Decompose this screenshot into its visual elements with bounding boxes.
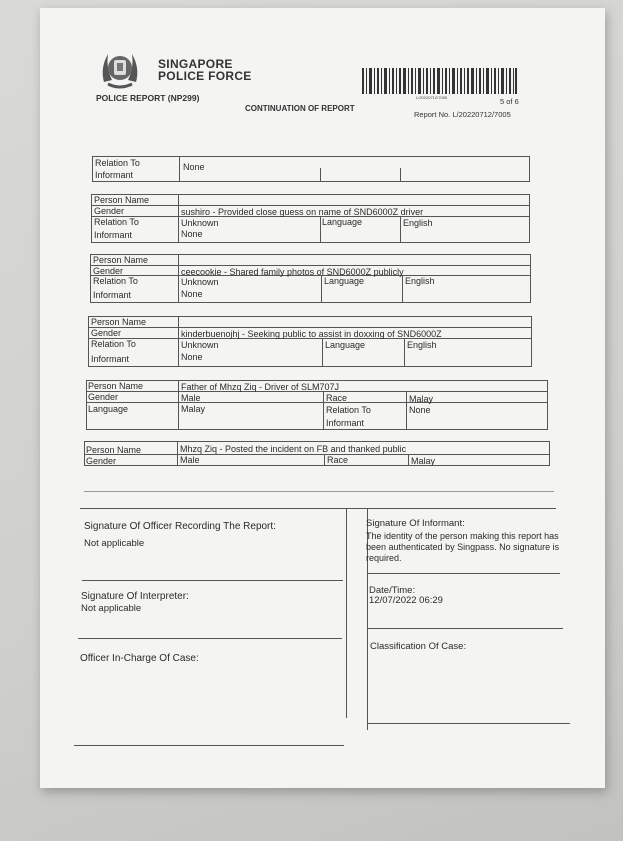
gender-value: Unknown bbox=[181, 277, 219, 287]
classification-label: Classification Of Case: bbox=[370, 641, 467, 652]
report-page bbox=[40, 8, 605, 788]
gender-value: Male bbox=[180, 455, 200, 465]
person-name-label: Person Name bbox=[94, 195, 150, 205]
informant-label: Informant bbox=[91, 354, 130, 364]
person-name-label: Person Name bbox=[93, 255, 149, 265]
person-name-value: Father of Mhzq Ziq - Driver of SLM707J bbox=[181, 382, 340, 392]
barcode bbox=[362, 68, 517, 94]
officer-signature-label: Signature Of Officer Recording The Report: bbox=[84, 521, 276, 532]
language-value: Malay bbox=[181, 404, 206, 414]
relation-label: Relation To bbox=[95, 158, 140, 168]
relation-label: Relation To bbox=[93, 276, 138, 286]
organisation-name bbox=[158, 58, 252, 82]
oic-label: Officer In-Charge Of Case: bbox=[80, 653, 199, 664]
org-line-1: SINGAPORE bbox=[158, 57, 233, 71]
relation-value: None bbox=[183, 162, 205, 172]
informant-label: Informant bbox=[94, 230, 133, 240]
race-label: Race bbox=[326, 393, 348, 403]
continuation-title: CONTINUATION OF REPORT bbox=[245, 104, 355, 113]
race-value: Malay bbox=[409, 394, 434, 404]
relation-value: None bbox=[181, 352, 203, 362]
gender-value: Unknown bbox=[181, 340, 219, 350]
gender-value: Male bbox=[181, 393, 201, 403]
gender-label: Gender bbox=[94, 206, 125, 216]
race-value: Malay bbox=[411, 456, 436, 466]
officer-signature-value: Not applicable bbox=[84, 538, 145, 549]
relation-value: None bbox=[181, 229, 203, 239]
relation-label: Relation To bbox=[94, 217, 139, 227]
relation-label: Relation To bbox=[326, 405, 371, 415]
org-line-2: POLICE FORCE bbox=[158, 69, 252, 83]
language-label: Language bbox=[324, 276, 365, 286]
barcode-number: L/20220712/7005 bbox=[416, 95, 448, 100]
gender-label: Gender bbox=[88, 392, 119, 402]
informant-label: Informant bbox=[95, 170, 134, 180]
report-type: POLICE REPORT (NP299) bbox=[96, 93, 200, 103]
informant-signature-value: The identity of the person making this report has been authenticated by Singpass. No signature is required. bbox=[366, 531, 560, 563]
gender-label: Gender bbox=[91, 328, 122, 338]
relation-label: Relation To bbox=[91, 339, 136, 349]
language-value: English bbox=[403, 218, 433, 228]
person-name-value: ceecookie - Shared family photos of SND6000Z publicly bbox=[181, 267, 404, 277]
relation-value: None bbox=[409, 405, 431, 415]
person-name-value: kinderbuenojhj - Seeking public to assist in doxxing of SND6000Z bbox=[181, 329, 442, 339]
interpreter-signature-value: Not applicable bbox=[81, 603, 142, 614]
police-crest-logo bbox=[98, 46, 142, 90]
person-name-label: Person Name bbox=[91, 317, 147, 327]
language-label: Language bbox=[322, 217, 363, 227]
gender-label: Gender bbox=[93, 266, 124, 276]
report-number: Report No. L/20220712/7005 bbox=[414, 110, 511, 119]
informant-signature-label: Signature Of Informant: bbox=[366, 518, 465, 529]
informant-label: Informant bbox=[93, 290, 132, 300]
language-label: Language bbox=[88, 404, 129, 414]
datetime-value: 12/07/2022 06:29 bbox=[369, 595, 443, 606]
datetime-label: Date/Time: bbox=[369, 585, 416, 596]
language-label: Language bbox=[325, 340, 366, 350]
gender-label: Gender bbox=[86, 456, 117, 466]
page-number: 5 of 6 bbox=[500, 97, 519, 106]
relation-value: None bbox=[181, 289, 203, 299]
race-label: Race bbox=[327, 455, 349, 465]
person-name-label: Person Name bbox=[86, 445, 142, 455]
informant-label: Informant bbox=[326, 418, 365, 428]
language-value: English bbox=[407, 340, 437, 350]
person-name-label: Person Name bbox=[88, 381, 144, 391]
gender-value: Unknown bbox=[181, 218, 219, 228]
language-value: English bbox=[405, 276, 435, 286]
person-name-value: Mhzq Ziq - Posted the incident on FB and thanked public bbox=[180, 444, 407, 454]
interpreter-signature-label: Signature Of Interpreter: bbox=[81, 591, 189, 602]
person-name-value: sushiro - Provided close guess on name of SND6000Z driver bbox=[181, 207, 424, 217]
